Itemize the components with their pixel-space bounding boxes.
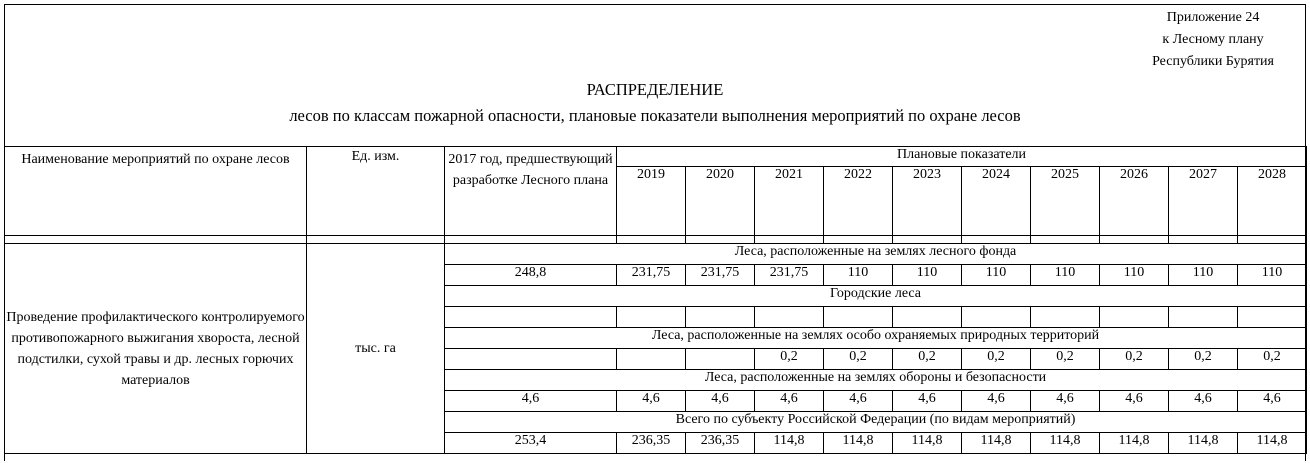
section-label: Всего по субъекту Российской Федерации (по видам мероприятий) <box>445 412 1307 433</box>
value-cell: 4,6 <box>962 391 1031 412</box>
value-cell: 114,8 <box>1100 433 1169 454</box>
header-row <box>5 147 1307 167</box>
value-cell: 4,6 <box>755 391 824 412</box>
value-cell: 248,8 <box>445 265 617 286</box>
value-cell: 0,2 <box>824 349 893 370</box>
header-base-year: 2017 год, предшествующий разработке Лесного плана <box>445 147 617 236</box>
value-cell: 236,35 <box>686 433 755 454</box>
value-cell: 4,6 <box>686 391 755 412</box>
value-cell: 4,6 <box>824 391 893 412</box>
value-cell: 231,75 <box>755 265 824 286</box>
value-cell: 114,8 <box>893 433 962 454</box>
section-row <box>5 244 1307 265</box>
value-cell: 4,6 <box>893 391 962 412</box>
value-cell <box>1238 307 1307 328</box>
header-year: 2028 <box>1238 167 1307 236</box>
value-cell <box>617 349 686 370</box>
value-cell: 253,4 <box>445 433 617 454</box>
value-cell: 114,8 <box>1238 433 1307 454</box>
header-year: 2023 <box>893 167 962 236</box>
header-planned: Плановые показатели <box>617 147 1307 167</box>
value-cell: 110 <box>1238 265 1307 286</box>
value-cell: 110 <box>893 265 962 286</box>
value-cell: 114,8 <box>755 433 824 454</box>
document-title: РАСПРЕДЕЛЕНИЕ <box>586 80 724 99</box>
header-year: 2020 <box>686 167 755 236</box>
value-cell <box>893 307 962 328</box>
value-cell <box>962 307 1031 328</box>
value-cell: 110 <box>824 265 893 286</box>
section-label: Городские леса <box>445 286 1307 307</box>
section-label: Леса, расположенные на землях особо охраняемых природных территорий <box>445 328 1307 349</box>
appendix-line: к Лесному плану <box>1162 32 1264 47</box>
value-cell: 0,2 <box>962 349 1031 370</box>
value-cell: 0,2 <box>1238 349 1307 370</box>
value-cell: 114,8 <box>824 433 893 454</box>
value-cell <box>1169 307 1238 328</box>
value-cell: 114,8 <box>1031 433 1100 454</box>
value-cell: 0,2 <box>1031 349 1100 370</box>
value-cell <box>445 349 617 370</box>
value-cell <box>755 307 824 328</box>
value-cell <box>1031 307 1100 328</box>
value-cell: 114,8 <box>962 433 1031 454</box>
value-cell: 231,75 <box>686 265 755 286</box>
activity-unit: тыс. га <box>307 244 445 454</box>
value-cell: 0,2 <box>893 349 962 370</box>
section-label: Леса, расположенные на землях лесного фонда <box>445 244 1307 265</box>
value-cell: 114,8 <box>1169 433 1238 454</box>
appendix-note <box>1152 7 1274 73</box>
header-unit: Ед. изм. <box>307 147 445 236</box>
header-name: Наименование мероприятий по охране лесов <box>5 147 307 236</box>
value-cell: 0,2 <box>1100 349 1169 370</box>
value-cell <box>1100 307 1169 328</box>
header-year: 2021 <box>755 167 824 236</box>
value-cell: 110 <box>1031 265 1100 286</box>
value-cell <box>617 307 686 328</box>
value-cell: 4,6 <box>1238 391 1307 412</box>
value-cell <box>686 349 755 370</box>
fire-protection-table <box>4 146 1307 454</box>
document-subtitle: лесов по классам пожарной опасности, плановые показатели выполнения мероприятий по охране лесов <box>289 106 1021 125</box>
value-cell: 231,75 <box>617 265 686 286</box>
activity-name: Проведение профилактического контролируемого противопожарного выжигания хвороста, лесной подстилки, сухой травы и др. лесных горючих материалов <box>5 244 307 454</box>
value-cell <box>686 307 755 328</box>
value-cell: 236,35 <box>617 433 686 454</box>
spacer-row <box>5 236 1307 244</box>
value-cell: 110 <box>962 265 1031 286</box>
section-label: Леса, расположенные на землях обороны и безопасности <box>445 370 1307 391</box>
value-cell: 4,6 <box>445 391 617 412</box>
value-cell: 0,2 <box>755 349 824 370</box>
header-year: 2027 <box>1169 167 1238 236</box>
value-cell: 4,6 <box>617 391 686 412</box>
header-year: 2025 <box>1031 167 1100 236</box>
value-cell <box>445 307 617 328</box>
appendix-line: Приложение 24 <box>1166 10 1260 25</box>
header-year: 2026 <box>1100 167 1169 236</box>
value-cell: 4,6 <box>1169 391 1238 412</box>
value-cell: 0,2 <box>1169 349 1238 370</box>
value-cell: 4,6 <box>1031 391 1100 412</box>
value-cell: 110 <box>1100 265 1169 286</box>
appendix-line: Республики Бурятия <box>1152 54 1274 69</box>
header-year: 2024 <box>962 167 1031 236</box>
header-year: 2022 <box>824 167 893 236</box>
value-cell: 4,6 <box>1100 391 1169 412</box>
value-cell <box>824 307 893 328</box>
header-year: 2019 <box>617 167 686 236</box>
value-cell: 110 <box>1169 265 1238 286</box>
